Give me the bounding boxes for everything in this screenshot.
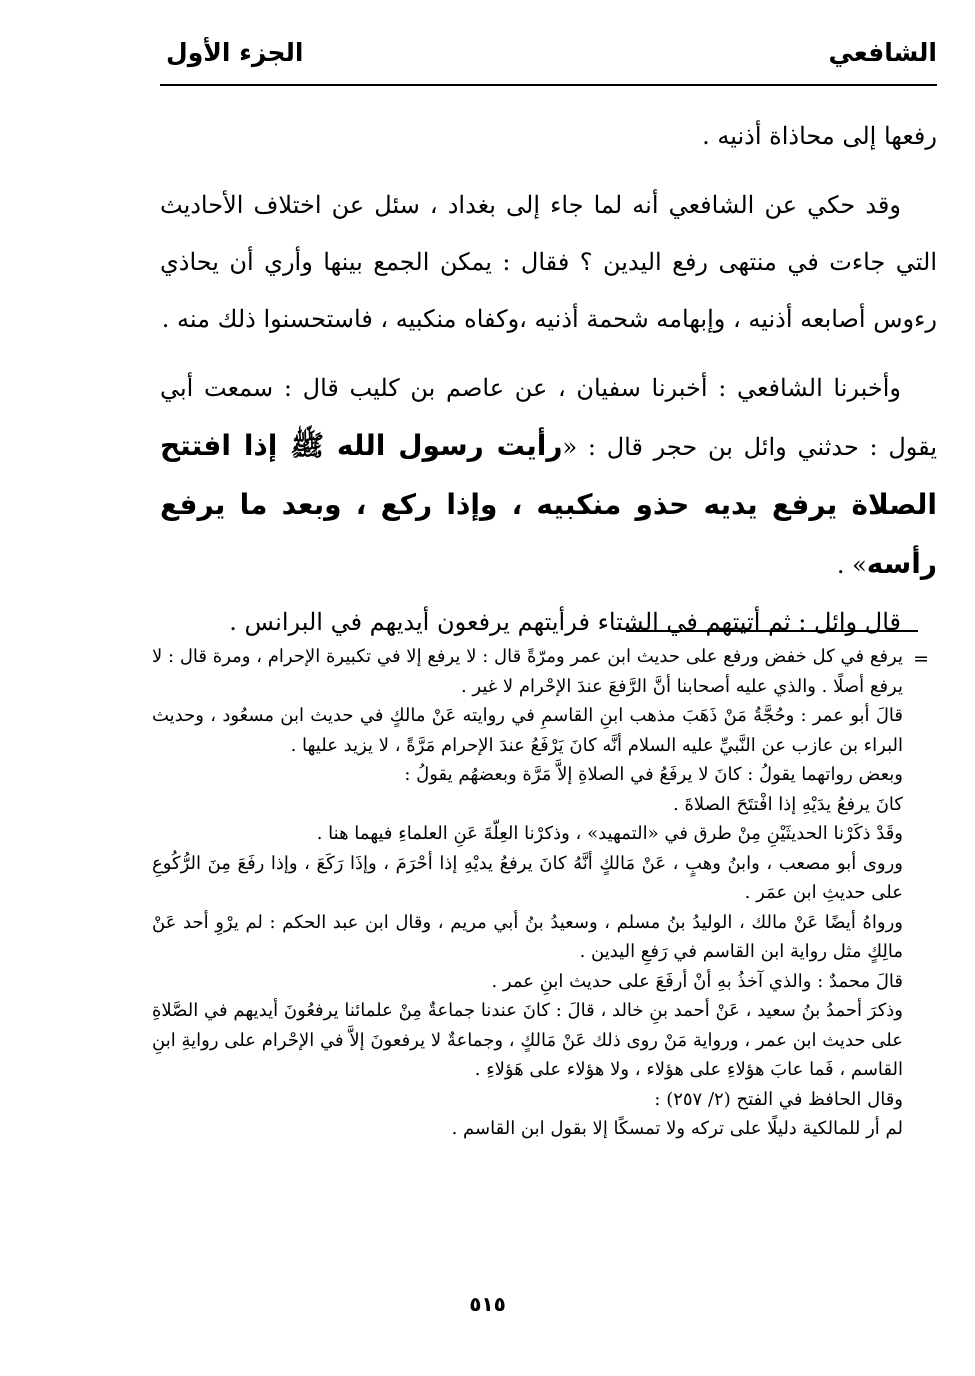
header-title: الشافعي <box>828 38 937 67</box>
footnote-line: قالَ محمدٌ : والذي آخذُ بهِ أنْ أرفَعَ على حديث ابنِ عمر . <box>491 970 903 992</box>
page-number: ٥١٥ <box>469 1292 506 1316</box>
footnote-line: ورواهُ أيضًا عَنْ مالك ، الوليدُ بنُ مسلم ، وسعيدُ بنُ أبي مريم ، وقال ابن عبد الحكم : لم يرْوِ أحد عَنْ مالِكٍ مثل رواية ابن القاسم في رَفعِ اليدين . <box>152 911 903 962</box>
running-header <box>160 28 937 86</box>
footnote-line: وبعض رواتهما يقولُ : كانَ لا يرفَعُ في الصلاةِ إلاَّ مَرَّة وبعضهُم يقولُ : <box>404 764 903 785</box>
paragraph-4: قال وائل : ثم أتيتهم في الشتاء فرأيتهم يرفعون أيديهم في البرانس . <box>229 608 901 636</box>
footnote-line: يرفع في كل خفض ورفع على حديث ابن عمر ومرّةً قال : لا يرفع إلا في تكبيرة الإحرام ، ومرة قال : لا يرفع أصلًا . والذي عليه أصحابنا أنَّ الرَّفعَ عندَ الإحْرام لا غير . <box>152 646 903 697</box>
footnote-line: وذكرَ أحمدُ بنُ سعيد ، عَنْ أحمد بنِ خالد ، قالَ : كانَ عندنا جماعةٌ مِنْ علمائنا يرفعُونَ أيديهم في الصَّلاةِ على حديث ابن عمر ، ورواية مَنْ روى ذلك عَنْ مَالكٍ ، وجماعةٌ لا يرفعونَ إلاَّ في الإحْرام على روايةِ ابنِ القاسم ، فَما عابَ هؤلاءِ على هؤلاء ، ولا هؤلاء على هَؤلاءِ . <box>152 1000 903 1080</box>
footnote-line: وقَدْ ذكَرْنا الحديثَيْنِ مِنْ طرق في «التمهيد» ، وذكرْنا العِلّةَ عَنِ العلماءِ فيهما هنا . <box>316 823 903 844</box>
main-text <box>160 108 937 651</box>
hadith-isnad: وأخبرنا الشافعي : أخبرنا سفيان ، عن عاصم بن كليب قال : سمعت أبي يقول : حدثني وائل بن حجر قال : « <box>160 374 938 461</box>
footnote-line: قالَ أبو عمر : وحُجَّةُ مَنْ ذَهَبَ مذهب ابنِ القاسمِ في روايته عَنْ مالكٍ في حديث ابن مسعُود ، وحديث البراء بن عازب عن النَّبيِّ عليه السلام أنَّه كانَ يَرْفَعُ عندَ الإحرام مَرَّةً ، لا يزيد عليها . <box>152 705 903 756</box>
paragraph-2: وقد حكي عن الشافعي أنه لما جاء إلى بغداد ، سئل عن اختلاف الأحاديث التي جاءت في منتهى رفع اليدين ؟ فقال : يمكن الجمع بينها وأري أن يحاذي رءوس أصابعه أذنيه ، وإبهامه شحمة أذنيه ،وكفاه منكبيه ، فاستحسنوا ذلك منه . <box>160 191 937 333</box>
paragraph-1: رفعها إلى محاذاة أذنيه . <box>702 122 937 150</box>
hadith-matn: رأيت رسول الله ﷺ إذا افتتح الصلاة يرفع يديه حذو منكبيه ، وإذا ركع ، وبعد ما يرفع رأسه <box>160 429 937 580</box>
footnote-line: وروى أبو مصعب ، وابنُ وهبٍ ، عَنْ مَالكٍ أنَّهُ كانَ يرفعُ يديْهِ إذا أحْرَمَ ، وإذَا رَكَعَ ، وإذا رفَعَ مِنَ الرُّكُوعِ على حديثِ ابن عمَر . <box>152 852 903 903</box>
footnote-line: كانَ يرفعُ يدَيْهِ إذا افْتتَحَ الصلاةَ . <box>673 793 903 815</box>
footnotes <box>152 642 903 1144</box>
footnote-line: وقال الحافظ في الفتح (٢/ ٢٥٧) : <box>654 1088 903 1110</box>
header-volume: الجزء الأول <box>166 38 304 67</box>
paragraph-3 <box>160 360 937 594</box>
footnote-separator <box>626 630 918 632</box>
footnote-continuation-marker: = <box>913 648 929 670</box>
footnote-line: لم أر للمالكية دليلًا على تركه ولا تمسكًا إلا بقول ابن القاسم . <box>451 1118 903 1139</box>
hadith-close: » . <box>836 551 867 579</box>
